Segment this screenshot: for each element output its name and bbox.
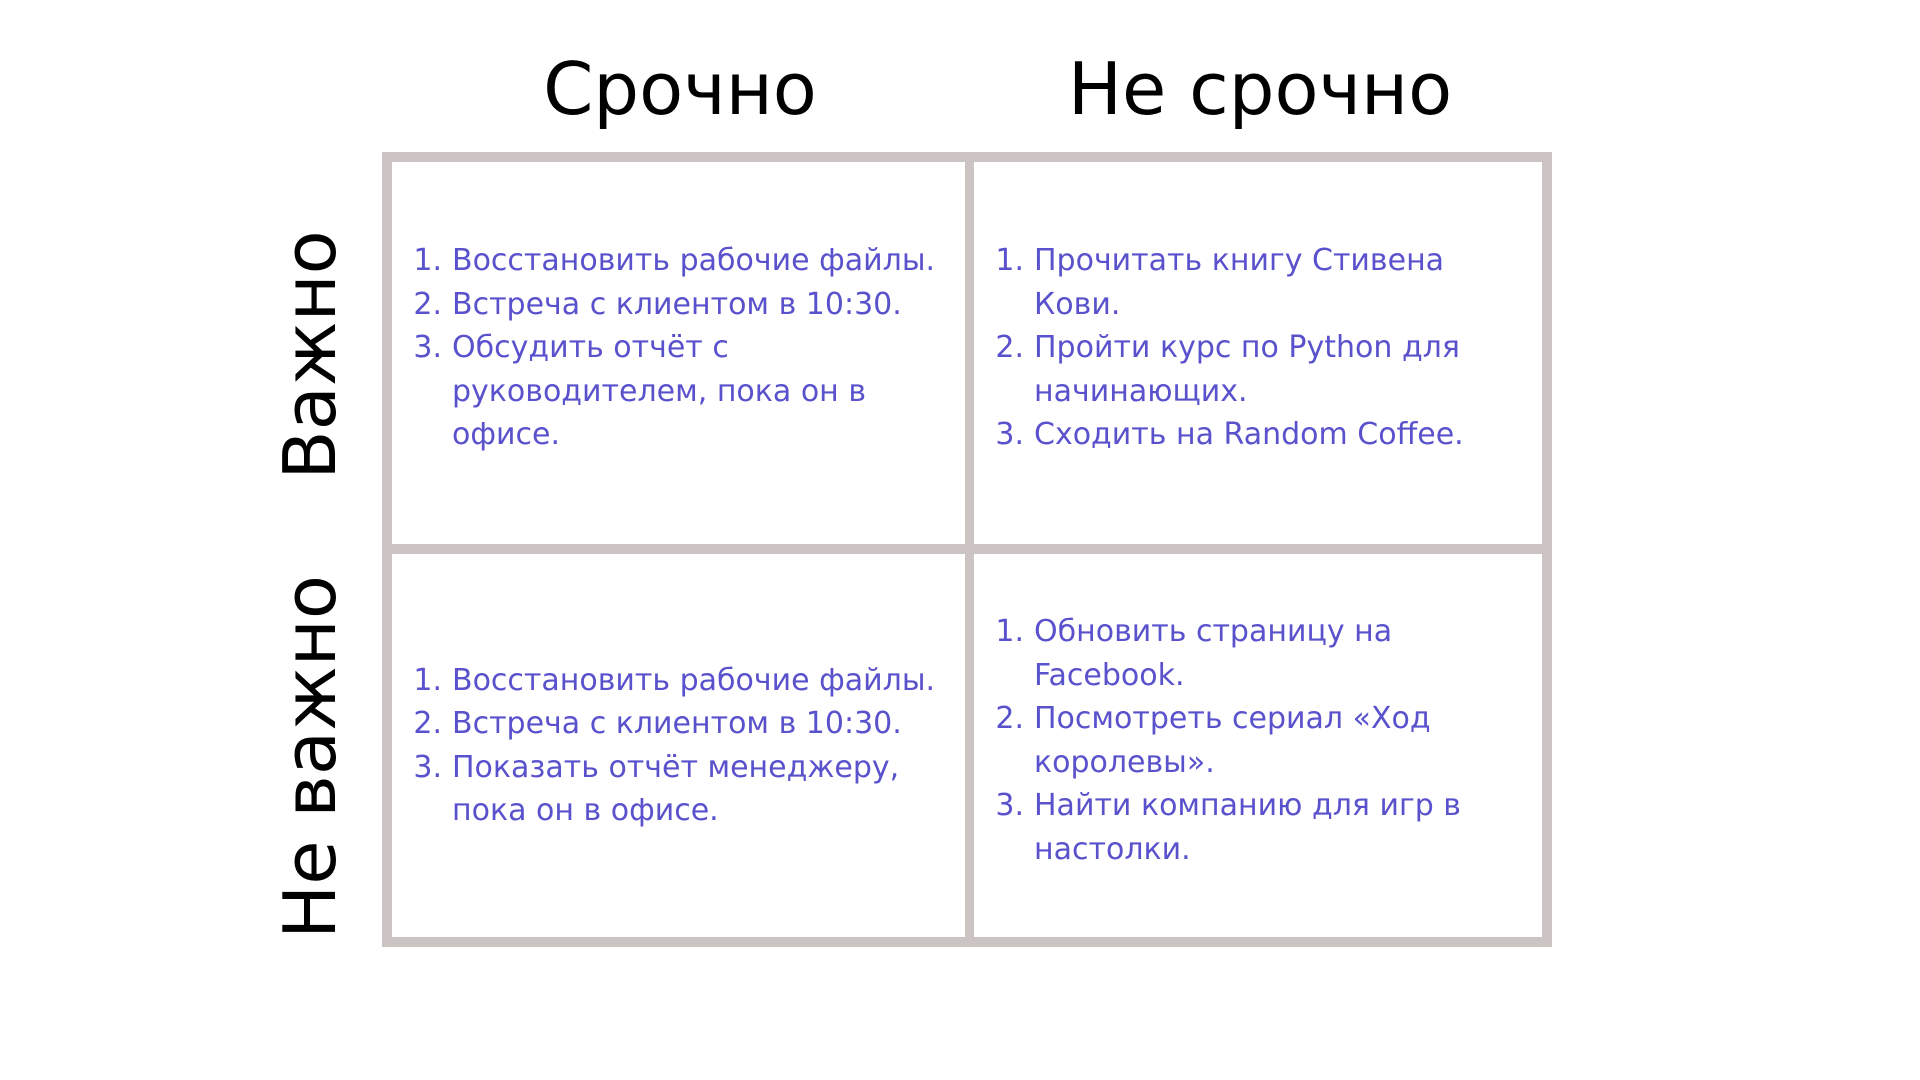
task-list — [392, 239, 945, 457]
task-item: Обновить страницу на Facebook. — [1034, 614, 1393, 693]
task-item: Восстановить рабочие файлы. — [452, 662, 936, 698]
task-list — [974, 239, 1522, 457]
task-list — [392, 659, 955, 833]
task-item: Восстановить рабочие файлы. — [452, 243, 936, 279]
quadrant-not-important-urgent — [392, 554, 965, 937]
task-item: Обсудить отчёт с руководителем, пока он в офисе. — [452, 330, 867, 453]
task-item: Прочитать книгу Стивена Кови. — [1034, 243, 1445, 322]
quadrant-important-urgent — [392, 162, 965, 544]
column-title-not-urgent: Не срочно — [1067, 47, 1453, 131]
task-list — [974, 610, 1522, 871]
column-title-urgent: Срочно — [543, 47, 817, 131]
quadrant-not-important-not-urgent — [974, 554, 1542, 937]
task-item: Встреча с клиентом в 10:30. — [452, 706, 902, 741]
matrix-grid — [382, 152, 1552, 947]
task-item: Найти компанию для игр в настолки. — [1034, 788, 1461, 867]
row-title-important: Важно — [268, 230, 352, 480]
task-item: Встреча с клиентом в 10:30. — [452, 286, 902, 322]
task-item: Пройти курс по Python для начинающих. — [1034, 330, 1460, 409]
task-item: Посмотреть сериал «Ход королевы». — [1034, 701, 1431, 780]
quadrant-important-not-urgent — [974, 162, 1542, 544]
task-item: Сходить на Random Coffee. — [1034, 417, 1464, 453]
row-title-not-important: Не важно — [268, 575, 352, 939]
task-item: Показать отчёт менеджеру, пока он в офисе. — [452, 749, 900, 828]
